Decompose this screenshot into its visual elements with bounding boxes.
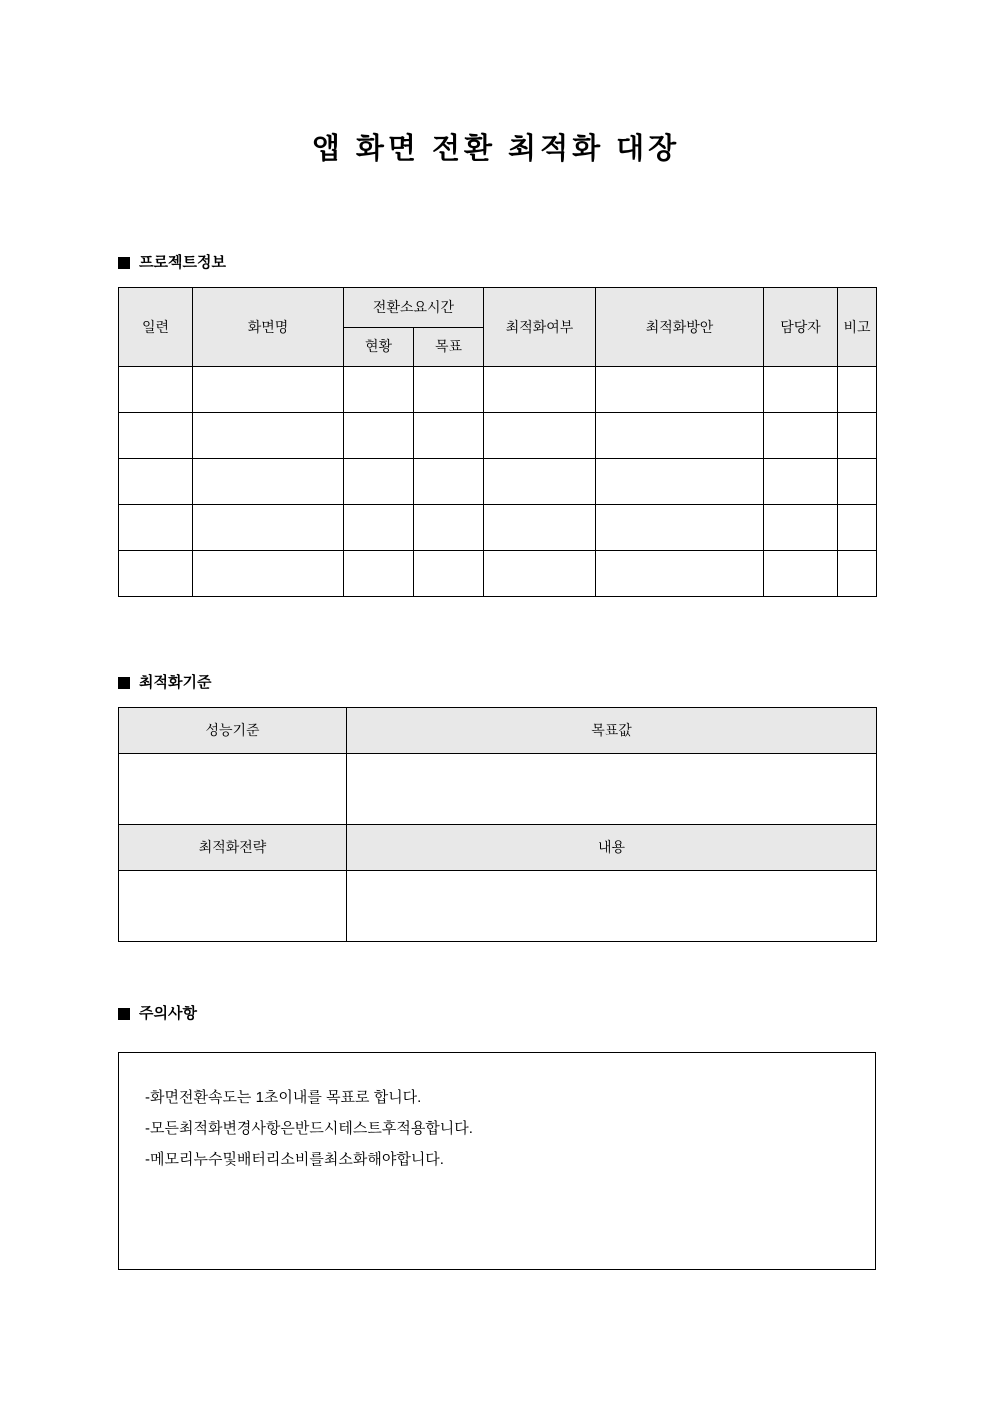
note-line: -화면전환속도는 1초이내를 목표로 합니다. bbox=[145, 1089, 422, 1106]
col-header-note-label: 비고 bbox=[843, 318, 871, 335]
cell-target-value[interactable] bbox=[347, 754, 877, 825]
cell-note[interactable] bbox=[838, 413, 877, 459]
cell-owner[interactable] bbox=[764, 459, 838, 505]
cell-owner[interactable] bbox=[764, 413, 838, 459]
cell-seq[interactable] bbox=[119, 367, 193, 413]
row-header-content: 내용 bbox=[347, 825, 877, 871]
section-heading-criteria-label: 최적화기준 bbox=[139, 674, 212, 691]
col-header-screen-name: 화면명 bbox=[193, 288, 344, 367]
cell-target[interactable] bbox=[414, 413, 484, 459]
cell-optimized[interactable] bbox=[484, 551, 596, 597]
cell-note[interactable] bbox=[838, 551, 877, 597]
cell-plan[interactable] bbox=[596, 367, 764, 413]
cell-plan[interactable] bbox=[596, 459, 764, 505]
cell-strategy[interactable] bbox=[119, 871, 347, 942]
row-header-strategy: 최적화전략 bbox=[119, 825, 347, 871]
cell-optimized[interactable] bbox=[484, 413, 596, 459]
table-row bbox=[119, 413, 877, 459]
row-header-performance-criteria: 성능기준 bbox=[119, 708, 347, 754]
note-line: -메모리누수및배터리소비를최소화해야합니다. bbox=[145, 1150, 444, 1168]
cell-seq[interactable] bbox=[119, 459, 193, 505]
col-header-optimized: 최적화여부 bbox=[484, 288, 596, 367]
table-row bbox=[119, 871, 877, 942]
cell-content[interactable] bbox=[347, 871, 877, 942]
cell-seq[interactable] bbox=[119, 413, 193, 459]
table-header-row bbox=[119, 825, 877, 871]
cell-target[interactable] bbox=[414, 505, 484, 551]
square-bullet-icon bbox=[118, 1008, 130, 1020]
table-row bbox=[119, 459, 877, 505]
cell-optimized[interactable] bbox=[484, 459, 596, 505]
cell-screen-name[interactable] bbox=[193, 367, 344, 413]
square-bullet-icon bbox=[118, 677, 130, 689]
cell-current[interactable] bbox=[344, 413, 414, 459]
cell-optimized[interactable] bbox=[484, 505, 596, 551]
cell-target[interactable] bbox=[414, 551, 484, 597]
cell-owner[interactable] bbox=[764, 505, 838, 551]
section-heading-criteria bbox=[118, 675, 211, 690]
section-heading-project bbox=[118, 255, 226, 270]
cell-performance-criteria[interactable] bbox=[119, 754, 347, 825]
cell-note[interactable] bbox=[838, 367, 877, 413]
col-header-target: 목표 bbox=[414, 327, 484, 367]
cell-current[interactable] bbox=[344, 505, 414, 551]
col-header-seq: 일련 bbox=[119, 288, 193, 367]
cell-plan[interactable] bbox=[596, 505, 764, 551]
cell-target[interactable] bbox=[414, 459, 484, 505]
table-row bbox=[119, 505, 877, 551]
cell-screen-name[interactable] bbox=[193, 505, 344, 551]
cell-target[interactable] bbox=[414, 367, 484, 413]
row-header-target-value: 목표값 bbox=[347, 708, 877, 754]
cell-screen-name[interactable] bbox=[193, 551, 344, 597]
cell-plan[interactable] bbox=[596, 413, 764, 459]
square-bullet-icon bbox=[118, 257, 130, 269]
cell-note[interactable] bbox=[838, 459, 877, 505]
section-heading-project-label: 프로젝트정보 bbox=[139, 254, 226, 271]
note-line: -모든최적화변경사항은반드시테스트후적용합니다. bbox=[145, 1119, 473, 1137]
cell-current[interactable] bbox=[344, 551, 414, 597]
cell-screen-name[interactable] bbox=[193, 413, 344, 459]
table-header-row bbox=[119, 708, 877, 754]
optimization-criteria-table bbox=[118, 707, 877, 942]
section-heading-notes-label: 주의사항 bbox=[139, 1005, 197, 1022]
project-info-table bbox=[118, 287, 877, 597]
cell-optimized[interactable] bbox=[484, 367, 596, 413]
cell-owner[interactable] bbox=[764, 551, 838, 597]
col-header-plan: 최적화방안 bbox=[596, 288, 764, 367]
cell-seq[interactable] bbox=[119, 551, 193, 597]
table-header-row bbox=[119, 288, 877, 328]
cell-seq[interactable] bbox=[119, 505, 193, 551]
cell-plan[interactable] bbox=[596, 551, 764, 597]
table-row bbox=[119, 551, 877, 597]
cell-current[interactable] bbox=[344, 367, 414, 413]
col-header-owner: 담당자 bbox=[764, 288, 838, 367]
page-title: 앱 화면 전환 최적화 대장 bbox=[311, 133, 681, 165]
col-header-current: 현황 bbox=[344, 327, 414, 367]
table-row bbox=[119, 367, 877, 413]
col-header-transition-time: 전환소요시간 bbox=[344, 288, 484, 328]
table-row bbox=[119, 754, 877, 825]
cell-owner[interactable] bbox=[764, 367, 838, 413]
cell-screen-name[interactable] bbox=[193, 459, 344, 505]
notes-box bbox=[118, 1052, 876, 1270]
cell-note[interactable] bbox=[838, 505, 877, 551]
col-header-note bbox=[838, 288, 877, 367]
cell-current[interactable] bbox=[344, 459, 414, 505]
section-heading-notes bbox=[118, 1006, 197, 1021]
